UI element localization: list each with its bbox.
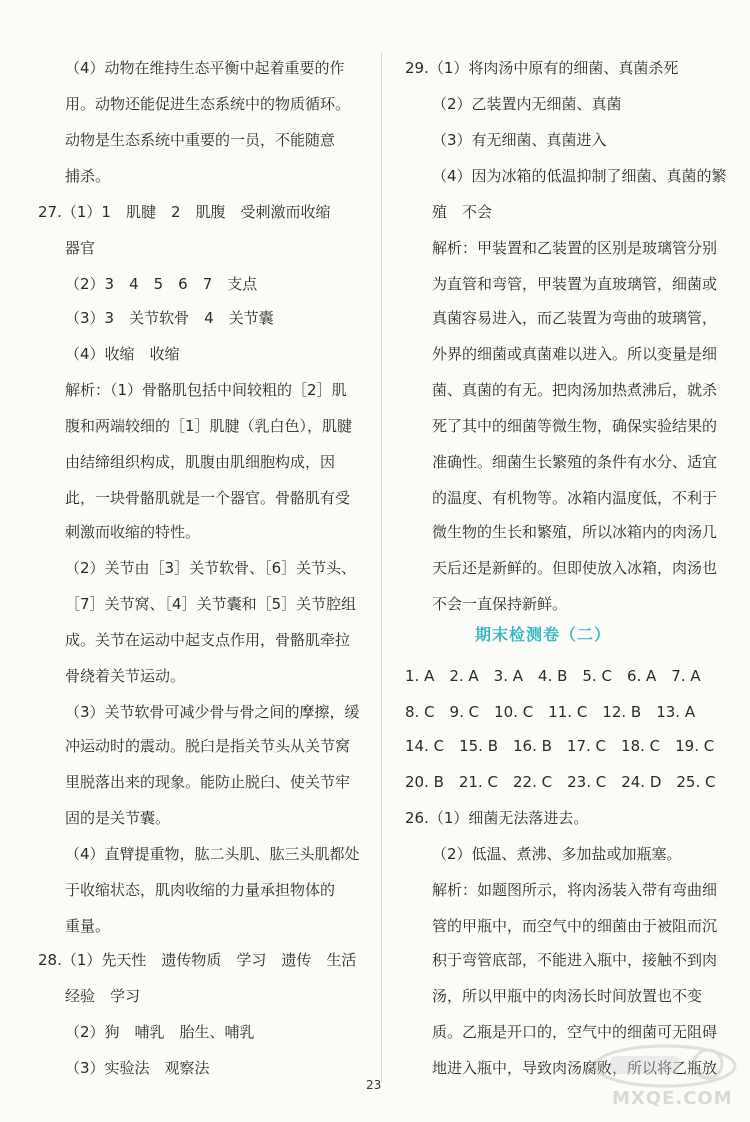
text-line: （4）因为冰箱的低温抑制了细菌、真菌的繁	[432, 167, 727, 185]
text-line: 捕杀。	[65, 167, 111, 185]
text-line: （4）收缩 收缩	[65, 345, 180, 363]
question-29: 29.（1）将肉汤中原有的细菌、真菌杀死	[405, 59, 679, 77]
watermark-text: MXQE.COM	[612, 1088, 733, 1109]
answer-row: 14. C 15. B 16. B 17. C 18. C 19. C	[405, 737, 715, 755]
text-line: （3）3 关节软骨 4 关节囊	[65, 309, 274, 327]
watermark-logo	[590, 1042, 740, 1114]
text-line: 经验 学习	[65, 987, 141, 1005]
text-line: 解析：甲装置和乙装置的区别是玻璃管分别	[432, 239, 718, 257]
text-line: 腹和两端较细的［1］肌腱（乳白色），肌腱	[65, 417, 353, 435]
question-28: 28.（1）先天性 遗传物质 学习 遗传 生活	[38, 951, 357, 969]
answer-row: 1. A 2. A 3. A 4. B 5. C 6. A 7. A	[405, 667, 701, 685]
text-line: 此，一块骨骼肌就是一个器官。骨骼肌有受	[65, 489, 351, 507]
watermark-logo-icon	[590, 1042, 740, 1090]
text-line: 解析：（1）骨骼肌包括中间较粗的［2］肌	[65, 381, 347, 399]
text-line: 微生物的生长和繁殖，所以冰箱内的肉汤几	[432, 523, 718, 541]
text-line: （2）3 4 5 6 7 支点	[65, 275, 258, 293]
text-line: 于收缩状态，肌肉收缩的力量承担物体的	[65, 881, 336, 899]
text-line: 里脱落出来的现象。能防止脱臼、使关节牢	[65, 773, 351, 791]
text-line: （2）乙装置内无细菌、真菌	[432, 95, 622, 113]
text-line: （3）实验法 观察法	[65, 1059, 210, 1077]
text-line: （2）低温、煮沸、多加盐或加瓶塞。	[432, 845, 682, 863]
text-line: 动物是生态系统中重要的一员，不能随意	[65, 131, 336, 149]
text-line: （2）狗 哺乳 胎生、哺乳	[65, 1023, 255, 1041]
text-line: 真菌容易进入，而乙装置为弯曲的玻璃管，	[432, 309, 718, 327]
text-line: 器官	[65, 239, 96, 257]
text-line: 准确性。细菌生长繁殖的条件有水分、适宜	[432, 453, 718, 471]
text-line: 天后还是新鲜的。但即使放入冰箱，肉汤也	[432, 559, 718, 577]
section-title: 期末检测卷（二）	[475, 625, 612, 644]
text-line: 为直管和弯管，甲装置为直玻璃管，细菌或	[432, 275, 718, 293]
text-line: 殖 不会	[432, 203, 493, 221]
text-line: 用。动物还能促进生态系统中的物质循环。	[65, 95, 351, 113]
text-line: 骨绕着关节运动。	[65, 667, 186, 685]
page-number: 23	[366, 1078, 382, 1092]
text-line: 质。乙瓶是开口的，空气中的细菌可无阻碍	[432, 1023, 718, 1041]
text-line: 外界的细菌或真菌难以进入。所以变量是细	[432, 345, 718, 363]
question-27: 27.（1）1 肌腱 2 肌腹 受刺激而收缩	[38, 203, 331, 221]
text-line: （3）关节软骨可减少骨与骨之间的摩擦，缓	[65, 703, 360, 721]
text-line: 地进入瓶中，导致肉汤腐败，所以将乙瓶放	[432, 1059, 718, 1077]
text-line: ［7］关节窝、［4］关节囊和［5］关节腔组	[65, 595, 357, 613]
text-line: 管的甲瓶中，而空气中的细菌由于被阻而沉	[432, 917, 718, 935]
text-line: 解析：如题图所示，将肉汤装入带有弯曲细	[432, 881, 718, 899]
text-line: （4）动物在维持生态平衡中起着重要的作	[65, 59, 345, 77]
text-line: （2）关节由［3］关节软骨、［6］关节头、	[65, 559, 357, 577]
text-line: （4）直臂提重物，肱二头肌、肱三头肌都处	[65, 845, 360, 863]
text-line: （3）有无细菌、真菌进入	[432, 131, 607, 149]
text-line: 成。关节在运动中起支点作用，骨骼肌牵拉	[65, 631, 351, 649]
text-line: 的温度、有机物等。冰箱内温度低，不利于	[432, 489, 718, 507]
column-divider	[381, 52, 382, 1082]
text-line: 重量。	[65, 917, 111, 935]
question-26: 26.（1）细菌无法落进去。	[405, 809, 589, 827]
answer-row: 8. C 9. C 10. C 11. C 12. B 13. A	[405, 703, 696, 721]
text-line: 死了其中的细菌等微生物，确保实验结果的	[432, 417, 718, 435]
text-line: 汤，所以甲瓶中的肉汤长时间放置也不变	[432, 987, 703, 1005]
text-line: 积于弯管底部，不能进入瓶中，接触不到肉	[432, 951, 718, 969]
text-line: 冲运动时的震动。脱臼是指关节头从关节窝	[65, 737, 351, 755]
answer-row: 20. B 21. C 22. C 23. C 24. D 25. C	[405, 773, 716, 791]
text-line: 由结缔组织构成，肌腹由肌细胞构成，因	[65, 453, 336, 471]
text-line: 刺激而收缩的特性。	[65, 523, 201, 541]
text-line: 不会一直保持新鲜。	[432, 595, 568, 613]
text-line: 菌、真菌的有无。把肉汤加热煮沸后，就杀	[432, 381, 718, 399]
text-line: 固的是关节囊。	[65, 809, 171, 827]
